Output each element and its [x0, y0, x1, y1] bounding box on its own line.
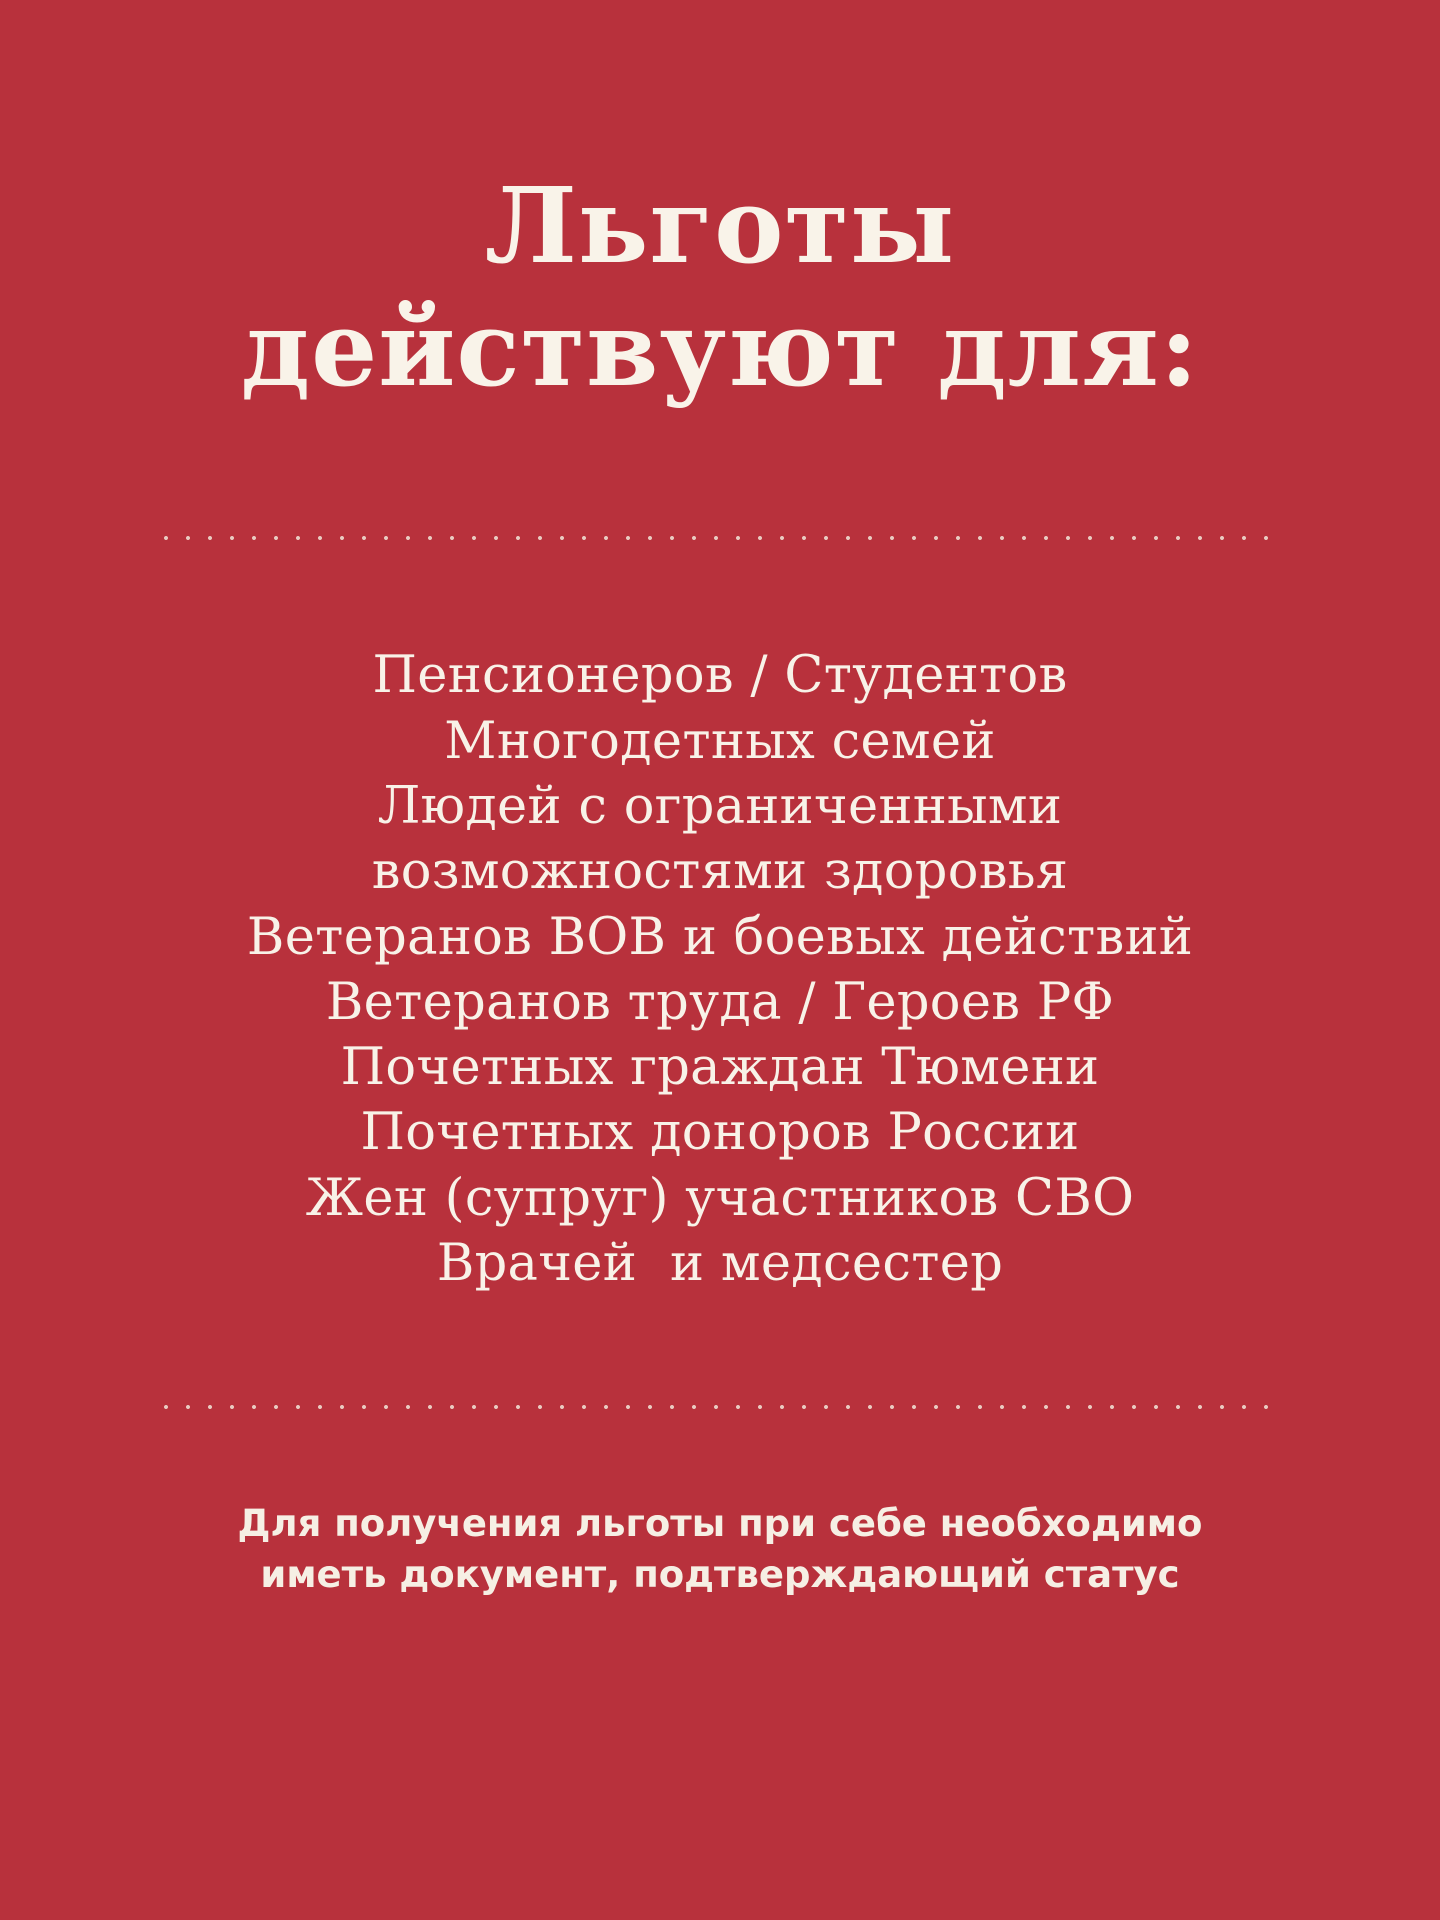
footnote-line-2: иметь документ, подтверждающий статус [260, 1553, 1180, 1597]
list-item: Многодетных семей [444, 711, 996, 771]
divider-bottom [155, 1404, 1285, 1410]
list-item: возможностями здоровья [371, 842, 1069, 902]
list-item: Почетных доноров России [360, 1103, 1080, 1163]
title-line-2: действуют для: [240, 286, 1200, 410]
benefit-categories-list [90, 643, 1350, 1296]
footnote [140, 1498, 1300, 1600]
list-item: Врачей и медсестер [436, 1233, 1004, 1293]
list-item: Ветеранов ВОВ и боевых действий [246, 907, 1194, 967]
page-title [130, 0, 1310, 410]
list-item: Ветеранов труда / Героев РФ [325, 972, 1115, 1032]
list-item: Людей с ограниченными [377, 776, 1063, 836]
title-line-1: Льготы [484, 164, 956, 287]
divider-top [155, 535, 1285, 541]
list-item: Почетных граждан Тюмени [340, 1038, 1100, 1098]
list-item: Пенсионеров / Студентов [372, 646, 1068, 706]
list-item: Жен (супруг) участников СВО [305, 1168, 1135, 1228]
footnote-line-1: Для получения льготы при себе необходимо [237, 1502, 1203, 1546]
